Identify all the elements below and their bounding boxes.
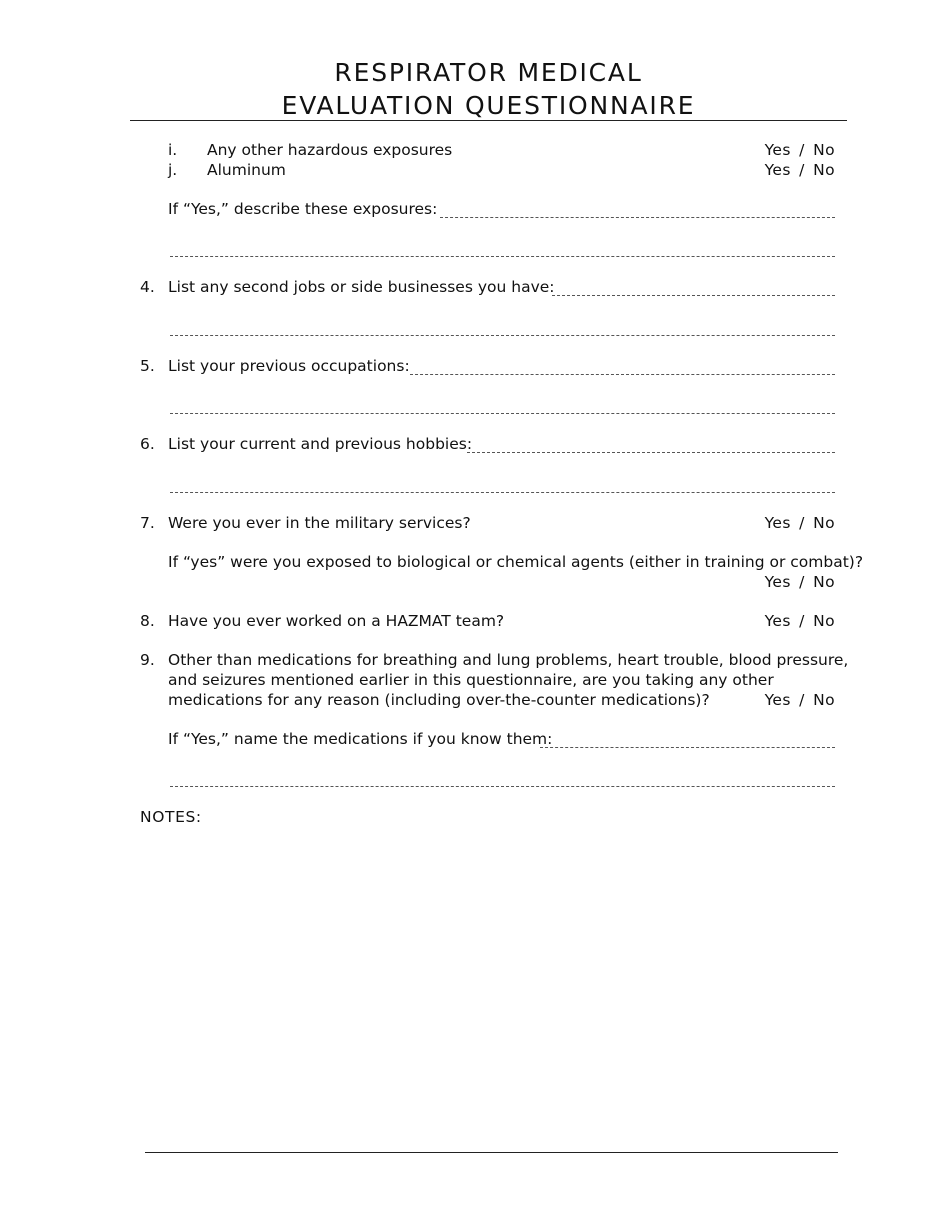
page-title — [130, 56, 847, 122]
question-5-number: 5. — [140, 357, 155, 375]
title-line-1: RESPIRATOR MEDICAL — [334, 58, 643, 87]
question-9-number: 9. — [140, 651, 155, 669]
question-8-text: Have you ever worked on a HAZMAT team? — [168, 612, 505, 630]
question-5-answer-line-1[interactable] — [410, 374, 835, 375]
question-6-text: List your current and previous hobbies: — [168, 435, 473, 453]
question-7-text: Were you ever in the military services? — [168, 514, 471, 532]
question-6-answer-line-1[interactable] — [467, 452, 835, 453]
title-line-2: EVALUATION QUESTIONNAIRE — [281, 91, 696, 120]
question-9-yes-no[interactable]: Yes / No — [764, 691, 835, 709]
question-8-number: 8. — [140, 612, 155, 630]
question-6-number: 6. — [140, 435, 155, 453]
question-4-text: List any second jobs or side businesses you have: — [168, 278, 555, 296]
question-7-followup-yes-no[interactable]: Yes / No — [764, 573, 835, 591]
question-4-answer-line-1[interactable] — [552, 295, 835, 296]
question-9-line-1: Other than medications for breathing and lung problems, heart trouble, blood pressure, — [168, 651, 849, 669]
question-9-line-2: and seizures mentioned earlier in this questionnaire, are you taking any other — [168, 671, 774, 689]
subitem-j-yes-no[interactable]: Yes / No — [764, 161, 835, 179]
exposures-answer-line-1[interactable] — [440, 217, 835, 218]
exposures-prompt: If “Yes,” describe these exposures: — [168, 200, 438, 218]
subitem-i-yes-no[interactable]: Yes / No — [764, 141, 835, 159]
question-9-followup: If “Yes,” name the medications if you know them: — [168, 730, 553, 748]
notes-label: NOTES: — [140, 808, 202, 826]
question-5-answer-line-2[interactable] — [170, 413, 835, 414]
medications-answer-line-1[interactable] — [540, 747, 835, 748]
question-8-yes-no[interactable]: Yes / No — [764, 612, 835, 630]
question-6-answer-line-2[interactable] — [170, 492, 835, 493]
footer-divider — [145, 1152, 838, 1153]
header-divider — [130, 120, 847, 121]
medications-answer-line-2[interactable] — [170, 786, 835, 787]
question-4-answer-line-2[interactable] — [170, 335, 835, 336]
question-7-number: 7. — [140, 514, 155, 532]
subitem-j-text: Aluminum — [207, 161, 286, 179]
question-4-number: 4. — [140, 278, 155, 296]
subitem-i-letter: i. — [168, 141, 178, 159]
subitem-j-letter: j. — [168, 161, 178, 179]
question-7-followup: If “yes” were you exposed to biological or chemical agents (either in training or combat)? — [168, 553, 864, 571]
question-7-yes-no[interactable]: Yes / No — [764, 514, 835, 532]
exposures-answer-line-2[interactable] — [170, 256, 835, 257]
question-5-text: List your previous occupations: — [168, 357, 410, 375]
subitem-i-text: Any other hazardous exposures — [207, 141, 453, 159]
question-9-line-3: medications for any reason (including over-the-counter medications)? — [168, 691, 710, 709]
